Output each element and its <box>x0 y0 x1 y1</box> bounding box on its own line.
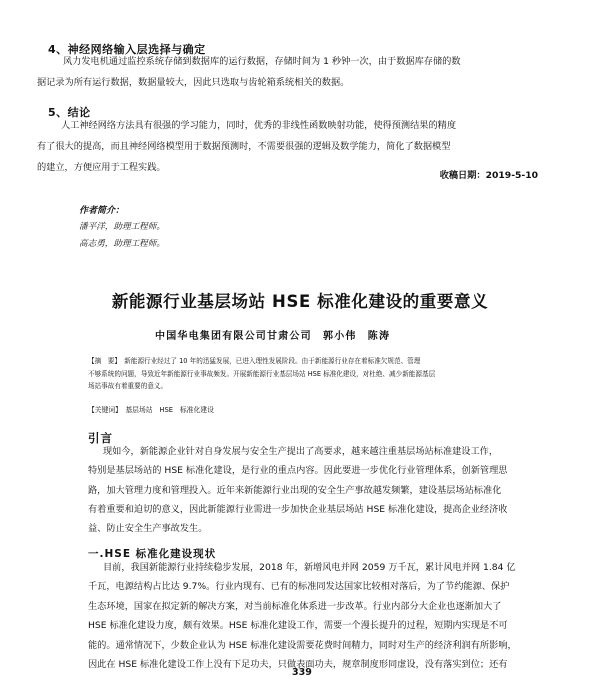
status-line: 因此在 HSE 标准化建设工作上没有下足功夫，只做表面功夫，规章制度形同虚设，没有落实到位；还有 <box>88 659 508 671</box>
received-date: 收稿日期：2019-5-10 <box>439 170 538 181</box>
status-line: 目前，我国新能源行业持续稳步发展，2018 年，新增风电并网 2059 万千瓦，累计风电并网 1.84 亿 <box>103 562 516 573</box>
section-5-heading: 5、结论 <box>48 106 91 119</box>
abstract-line: 不够系统的问题，导致近年新能源行业事故频发。开展新能源行业基层场站 HSE 标准化建设，对杜绝、减少新能源基层 <box>88 369 436 378</box>
article-title: 新能源行业基层场站 HSE 标准化建设的重要意义 <box>111 292 489 311</box>
section-4-line: 据记录为所有运行数据，数据量较大，因此只选取与齿轮箱系统相关的数据。 <box>37 76 350 88</box>
intro-line: 路，加大管理力度和管理投入。近年来新能源行业出现的安全生产事故越发频繁，建设基层场站标准化 <box>88 484 502 496</box>
status-body <box>88 558 555 674</box>
section-4-line: 风力发电机通过监控系统存储到数据库的运行数据，存储时间为 1 秒钟一次，由于数据库存储的数 <box>63 56 461 67</box>
intro-line: 特别是基层场站的 HSE 标准化建设，是行业的重点内容。因此要进一步优化行业管理体系，创新管理思 <box>88 465 508 477</box>
keywords: 【关键词】 基层场站 HSE 标准化建设 <box>88 406 214 414</box>
status-heading: 一.HSE 标准化建设现状 <box>88 548 217 560</box>
status-line: 生态环境，国家在拟定新的解决方案，对当前标准化体系进一步改革。行业内部分大企业也逐渐加大了 <box>88 600 502 612</box>
author-info-line: 潘平洋，助理工程师。 <box>79 222 165 232</box>
intro-line: 现如今，新能源企业针对自身发展与安全生产提出了高要求，越来越注重基层场站标准建设工作， <box>103 446 499 457</box>
section-5-line: 的建立，方便应用于工程实践。 <box>37 161 166 173</box>
intro-heading: 引言 <box>88 431 113 445</box>
author-info-line: 高志勇，助理工程师。 <box>79 239 165 249</box>
page-number: 339 <box>292 667 312 678</box>
intro-line: 益、防止安全生产事故发生。 <box>88 523 208 535</box>
author-info-heading: 作者简介： <box>79 206 125 216</box>
intro-body <box>88 442 555 538</box>
abstract-line: 场站事故有着重要的意义。 <box>88 382 168 391</box>
article-authors: 中国华电集团有限公司甘肃公司 郭小伟 陈涛 <box>155 331 391 342</box>
section-4-body <box>37 52 551 94</box>
status-line: HSE 标准化建设力度，颇有效果。HSE 标准化建设工作，需要一个漫长提升的过程，短期内实现是不可 <box>88 620 508 632</box>
abstract-line: 【摘 要】 新能源行业经过了 10 年的迅猛发展，已进入理性发展阶段。由于新能源行业存在着标准欠规范、管理 <box>88 357 421 365</box>
abstract-block <box>88 355 561 393</box>
section-4-heading: 4、神经网络输入层选择与确定 <box>48 43 206 56</box>
intro-line: 有着重要和迫切的意义，因此新能源行业需进一步加快企业基层场站 HSE 标准化建设，提高企业经济收 <box>88 503 508 515</box>
status-line: 千瓦，电源结构占比达 9.7%。行业内现有、已有的标准同发达国家比较相对落后，为了节约能源、保护 <box>88 581 510 593</box>
section-5-line: 人工神经网络方法具有很强的学习能力，同时，优秀的非线性函数映射功能，使得预测结果的精度 <box>61 120 457 131</box>
section-5-line: 有了很大的提高，而且神经网络模型用于数据预测时，不需要很强的逻辑及数学能力，简化了数据模型 <box>37 140 451 152</box>
status-line: 能的。通常情况下，少数企业认为 HSE 标准化建设需要花费时间精力，同时对生产的经济利润有所影响， <box>88 639 517 651</box>
